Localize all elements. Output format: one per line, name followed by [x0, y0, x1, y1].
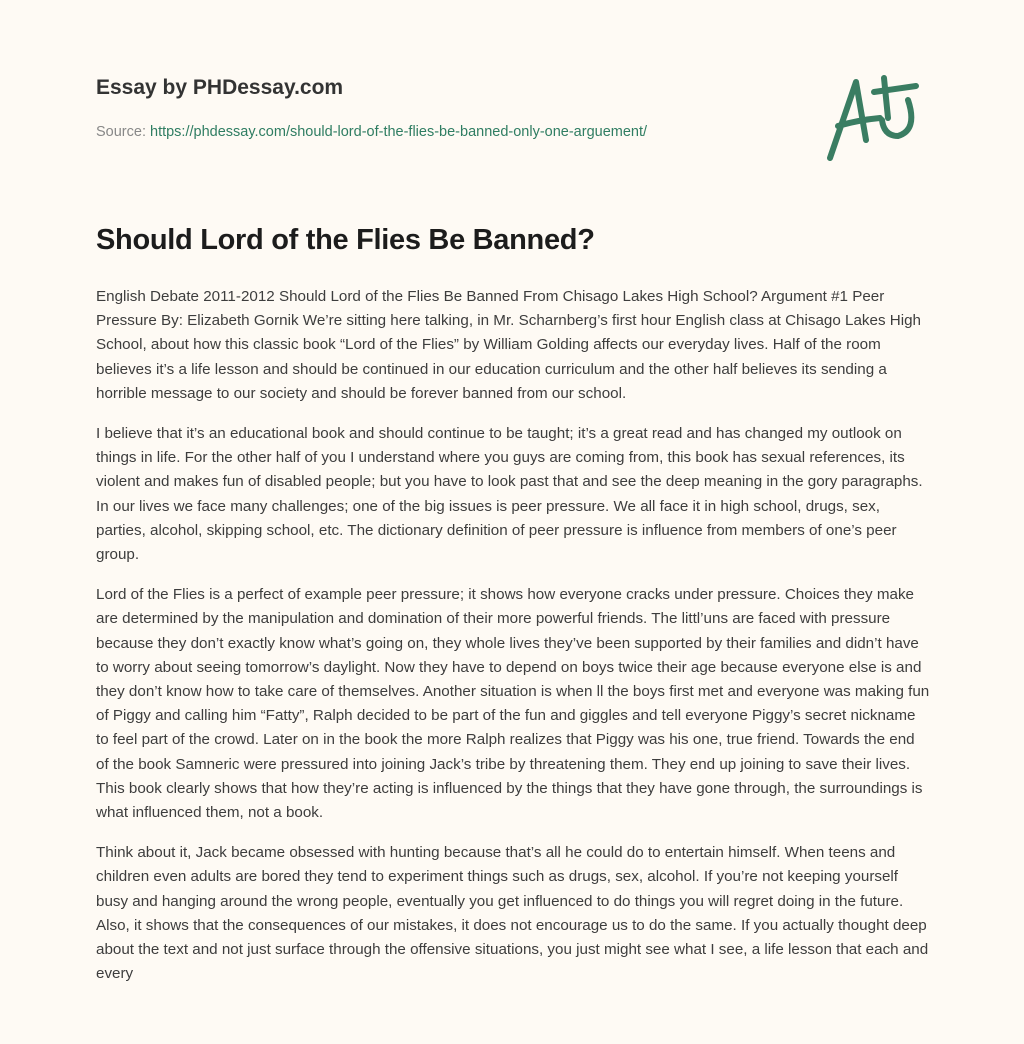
article-body [96, 285, 930, 1002]
a-plus-logo-icon [818, 70, 928, 166]
paragraph: Lord of the Flies is a perfect of example peer pressure; it shows how everyone cracks under pressure. Choices they make are determined by the manipulation and domination of their more powerful friends. The littl’uns are faced with pressure because they don’t exactly know what’s going on, they whole lives they’ve been supported by their families and didn’t have to worry about seeing tomorrow’s daylight. Now they have to depend on boys twice their age because everyone else is and they don’t know how to take care of themselves. Another situation is when ll the boys first met and everyone was making fun of Piggy and calling him “Fatty”, Ralph decided to be part of the fun and giggles and tell everyone Piggy’s secret nickname to feel part of the crowd. Later on in the book the more Ralph realizes that Piggy was his one, true friend. Towards the end of the book Samneric were pressured into joining Jack’s tribe by threatening them. They end up joining to save their lives. This book clearly shows that how they’re acting is influenced by the things that they have gone through, the surroundings is what influenced them, not a book. [96, 586, 930, 822]
article-title: Should Lord of the Flies Be Banned? [96, 224, 595, 256]
source-label: Source: [96, 124, 150, 140]
source-line [96, 124, 647, 140]
paragraph: English Debate 2011-2012 Should Lord of the Flies Be Banned From Chisago Lakes High School? Argument #1 Peer Pressure By: Elizabeth Gornik We’re sitting here talking, in Mr. Scharnberg’s first hour English class at Chisago Lakes High School, about how this classic book “Lord of the Flies” by William Golding affects our everyday lives. Half of the room believes it’s a life lesson and should be continued in our education curriculum and the other half believes its sending a horrible message to our society and should be forever banned from our school. [96, 288, 922, 402]
source-link[interactable]: https://phdessay.com/should-lord-of-the-flies-be-banned-only-one-arguement/ [150, 124, 648, 140]
paragraph: I believe that it’s an educational book and should continue to be taught; it’s a great read and has changed my outlook on things in life. For the other half of you I understand where you guys are coming from, this book has sexual references, its violent and makes fun of disabled people; but you have to look past that and see the deep meaning in the gory paragraphs. In our lives we face many challenges; one of the big issues is peer pressure. We all face it in high school, drugs, sex, parties, alcohol, skipping school, etc. The dictionary definition of peer pressure is influence from members of one’s peer group. [96, 425, 923, 564]
site-brand: Essay by PHDessay.com [96, 76, 344, 99]
paragraph: Think about it, Jack became obsessed with hunting because that’s all he could do to entertain himself. When teens and children even adults are bored they tend to experiment things such as drugs, sex, alcohol. If you’re not keeping yourself busy and hanging around the wrong people, eventually you get influenced to do things you will regret doing in the future. Also, it shows that the consequences of our mistakes, it does not encourage us to do the same. If you actually thought deep about the text and not just surface through the offensive situations, you just might see what I see, a life lesson that each and every [96, 844, 929, 983]
